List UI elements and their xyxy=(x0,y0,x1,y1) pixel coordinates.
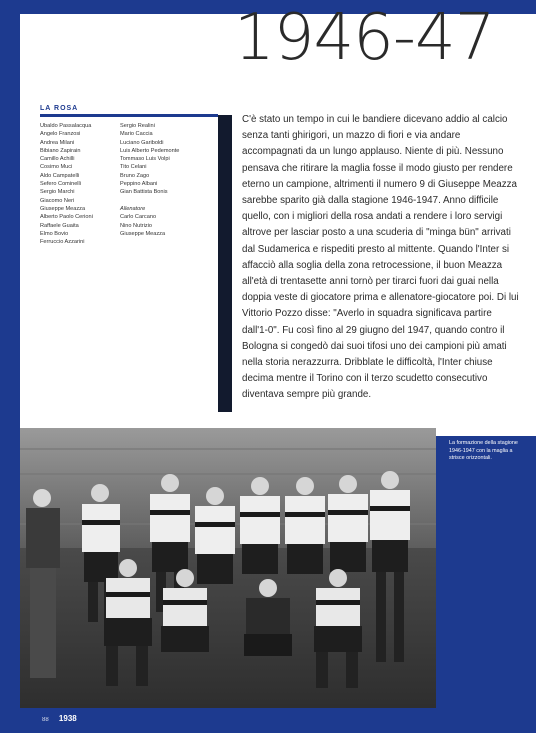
player-name: Giacomo Neri xyxy=(40,197,75,204)
divider-bar xyxy=(218,115,232,412)
player-name: Ubaldo Passalacqua xyxy=(40,123,92,129)
player-name: Aldo Campatelli xyxy=(40,172,80,179)
player-name: Giuseppe Meazza xyxy=(40,205,86,212)
footer-year: 1938 xyxy=(58,714,77,723)
page-number: 88 xyxy=(42,717,49,723)
player-name: Luciano Gariboldi xyxy=(120,139,164,146)
player-name: Andrea Milani xyxy=(40,139,75,146)
player-name: Alberto Paolo Cerioni xyxy=(40,214,93,221)
player-name: Sergio Realini xyxy=(120,123,155,129)
coach-label: Allenatore xyxy=(120,205,146,212)
season-title: 1946-47 xyxy=(234,1,495,75)
player-name: Luis Alberto Pedemonte xyxy=(120,147,180,154)
player-name: Raffaele Guaita xyxy=(40,222,79,229)
player-name: Sefero Cominelli xyxy=(40,181,82,188)
article-text: C'è stato un tempo in cui le bandiere dicevano addio al calcio senza tanti ghirigori, un mazzo di fiori e via andare accompagnati da un lungo applauso. Niente di più. Nessuno pensava che ritirare la maglia fosse il modo giusto per rendere eterno un campione, altrimenti il numero 9 di Giuseppe Meazza sarebbe sparito già dalla stagione 1946-1947. Anno difficile quello, con i migliori della rosa andati a rendere i loro servigi altrove per lasciar posto a una scuderia di "minga bün" arrivati dal Sudamerica e rispediti presto al mittente. Quando l'Inter si affacciò alla soglia della zona retrocessione, il buon Meazza all'età di trentasette anni tornò per tirarci fuori dai guai nella doppia veste di giocatore prima e allenatore-giocatore poi. Di lui Vittorio Pozzo disse: "Averlo in squadra significava partire dall'1-0". Fu così fino al 29 giugno del 1947, quando contro il Bologna si congedò dai suoi tifosi uno dei campioni più amati nella storia nerazzurra. Dribblate le difficoltà, l'Inter chiuse decima mentre il Torino con il terzo scudetto consecutivo diventava sempre più grande. xyxy=(242,114,519,401)
team-photo-illustration xyxy=(20,428,436,708)
coach-name: Nino Nutrizio xyxy=(120,222,153,229)
player-name: Peppino Albani xyxy=(120,181,158,188)
list-gap xyxy=(120,197,179,205)
player-name: Gian Battista Bonis xyxy=(120,189,168,196)
squad-heading-rule xyxy=(40,114,218,117)
team-photo xyxy=(20,428,436,708)
photo-caption: La formazione della stagione 1946-1947 con la maglia a strisce orizzontali. xyxy=(449,440,518,461)
player-name: Bibiano Zapirain xyxy=(40,147,81,154)
player-name: Camillo Achilli xyxy=(40,156,75,163)
player-name: Angelo Franzosi xyxy=(40,131,81,138)
player-name: Ferruccio Azzarini xyxy=(40,239,85,246)
player-name: Cosimo Muci xyxy=(40,164,73,171)
squad-list-2 xyxy=(120,122,179,238)
player-name: Tito Celani xyxy=(120,164,147,171)
page-footer xyxy=(42,714,77,723)
player-name: Bruno Zago xyxy=(120,172,150,179)
coach-name: Giuseppe Meazza xyxy=(120,230,166,237)
squad-list-1 xyxy=(40,122,93,246)
coach-name: Carlo Carcano xyxy=(120,214,157,221)
squad-heading: LA ROSA xyxy=(40,105,79,112)
player-name: Sergio Marchi xyxy=(40,189,75,196)
player-name: Tommaso Luis Volpi xyxy=(120,156,170,163)
player-name: Elmo Bovio xyxy=(40,230,69,237)
player-name: Mario Caccia xyxy=(120,131,153,138)
